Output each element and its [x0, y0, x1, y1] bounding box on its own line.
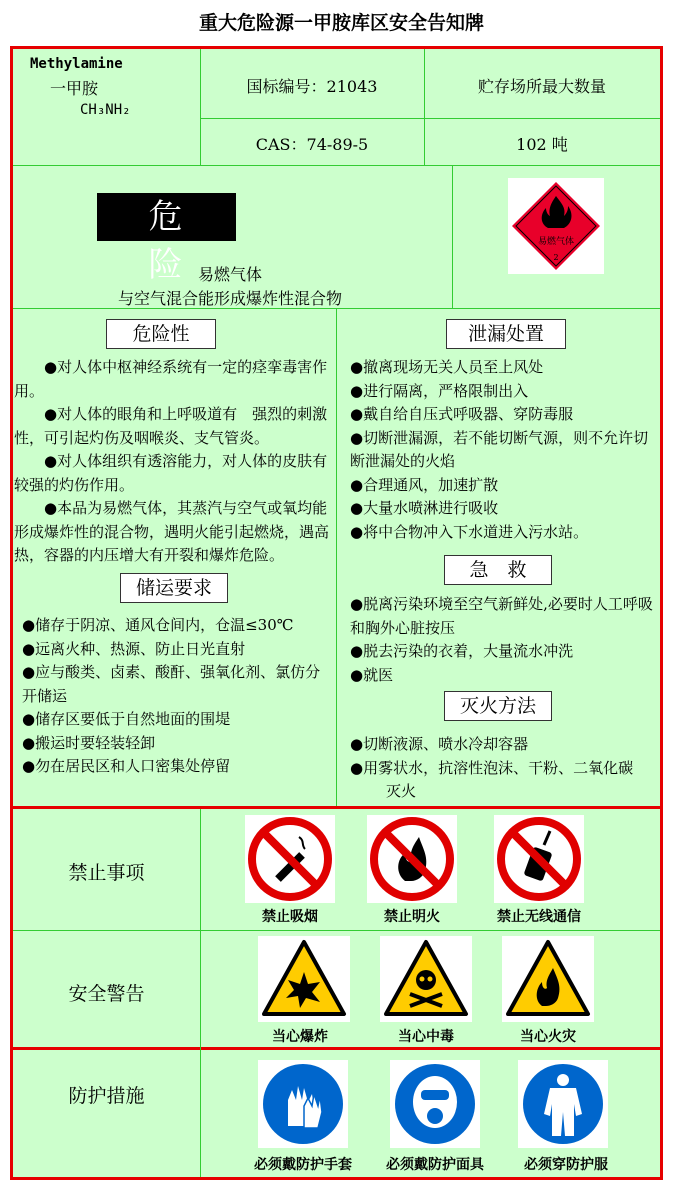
wear-gloves-icon: [258, 1060, 348, 1148]
list-item: ●远离火种、热源、防止日光直射: [22, 639, 246, 658]
list-item: ●进行隔离，严格限制出入: [350, 381, 529, 400]
diamond-number: 2: [553, 253, 559, 262]
forbid-caption: 禁止吸烟: [262, 909, 318, 925]
warning-caption: 当心火灾: [520, 1029, 576, 1045]
no-open-flame-icon: [367, 815, 457, 903]
storage-list: [22, 614, 334, 779]
formula: CH₃NH₂: [80, 102, 131, 118]
list-item: ●切断液源、喷水冷却容器: [350, 735, 529, 753]
national-number: 国标编号：21043: [246, 77, 378, 96]
list-item: 灭火: [386, 782, 417, 800]
wear-protective-suit-icon: [518, 1060, 608, 1148]
protection-caption: 必须戴防护面具: [386, 1157, 484, 1173]
diamond-text: 易燃气体: [537, 237, 575, 247]
hazard-heading: 危险性: [106, 319, 216, 349]
list-item: ●勿在居民区和人口密集处停留: [22, 757, 231, 775]
forbid-label: 禁止事项: [68, 862, 145, 884]
hazard-para: ●对人体的眼角和上呼吸道有 强烈的刺激性，可引起灼伤及咽喉炎、支气管炎。: [14, 405, 328, 447]
max-storage-label: 贮存场所最大数量: [477, 77, 606, 96]
max-storage-value: 102 吨: [516, 135, 568, 154]
poison-warning-icon: [380, 936, 472, 1022]
list-item: ●搬运时要轻装轻卸: [22, 733, 156, 752]
cas-number: CAS：74-89-5: [255, 135, 369, 154]
list-item: ●脱离污染环境至空气新鲜处,必要时人工呼吸和胸外心脏按压: [350, 595, 653, 637]
first-aid-heading: 急 救: [444, 555, 552, 585]
fire-fighting-heading: 灭火方法: [444, 691, 552, 721]
list-item: ●撤离现场无关人员至上风处: [350, 358, 544, 376]
list-item: ●大量水喷淋进行吸收: [350, 499, 499, 517]
fire-fighting-list: [350, 733, 660, 804]
list-item: ●用雾状水，抗溶性泡沫、干粉、二氧化碳: [350, 758, 634, 777]
flammable-gas-diamond: [508, 178, 604, 274]
list-item: ●将中合物冲入下水道进入污水站。: [350, 522, 589, 541]
explosion-warning-icon: [258, 936, 350, 1022]
storage-heading: 储运要求: [120, 573, 228, 603]
protection-caption: 必须穿防护服: [524, 1157, 608, 1173]
page-title: 重大危险源一甲胺库区安全告知牌: [198, 12, 484, 34]
list-item: ●储存于阴凉、通风仓间内，仓温≤30℃: [22, 616, 294, 634]
forbid-caption: 禁止明火: [384, 909, 440, 925]
first-aid-list: [350, 593, 660, 687]
danger-word: 危险: [97, 193, 236, 241]
hazard-text: [14, 356, 334, 568]
forbid-caption: 禁止无线通信: [497, 909, 581, 925]
flame-icon: [508, 178, 604, 274]
protection-caption: 必须戴防护手套: [254, 1157, 352, 1173]
protection-label: 防护措施: [68, 1085, 145, 1107]
leak-list: [350, 356, 660, 544]
list-item: ●储存区要低于自然地面的围堤: [22, 710, 231, 728]
list-item: ●就医: [350, 665, 394, 684]
no-wireless-icon: [494, 815, 584, 903]
warning-caption: 当心爆炸: [272, 1029, 328, 1045]
list-item: ●切断泄漏源，若不能切断气源，则不允许切断泄漏处的火焰: [350, 428, 649, 470]
list-item: ●戴自给自压式呼吸器、穿防毒服: [350, 405, 574, 423]
leak-heading: 泄漏处置: [446, 319, 566, 349]
list-item: ●脱去污染的衣着，大量流水冲洗: [350, 642, 574, 660]
hazard-para: ●对人体中枢神经系统有一定的痉挛毒害作用。: [14, 358, 328, 400]
fire-warning-icon: [502, 936, 594, 1022]
hazard-para: ●本品为易燃气体，其蒸汽与空气或氧均能形成爆炸性的混合物，遇明火能引起燃烧，遇高热，容器的内压增大有开裂和爆炸危险。: [14, 499, 330, 564]
no-smoking-icon: [245, 815, 335, 903]
warning-caption: 当心中毒: [398, 1029, 454, 1045]
wear-mask-icon: [390, 1060, 480, 1148]
hazard-line-2: 与空气混合能形成爆炸性混合物: [117, 289, 342, 308]
name-en: Methylamine: [30, 56, 123, 72]
hazard-para: ●对人体组织有透溶能力，对人体的皮肤有较强的灼伤作用。: [14, 452, 328, 494]
name-cn: 一甲胺: [50, 79, 99, 98]
list-item: ●合理通风，加速扩散: [350, 475, 499, 494]
list-item: ●应与酸类、卤素、酸酐、强氧化剂、氯仿分开储运: [22, 663, 321, 705]
hazard-line-1: 易燃气体: [197, 265, 262, 284]
warning-label: 安全警告: [68, 983, 145, 1005]
